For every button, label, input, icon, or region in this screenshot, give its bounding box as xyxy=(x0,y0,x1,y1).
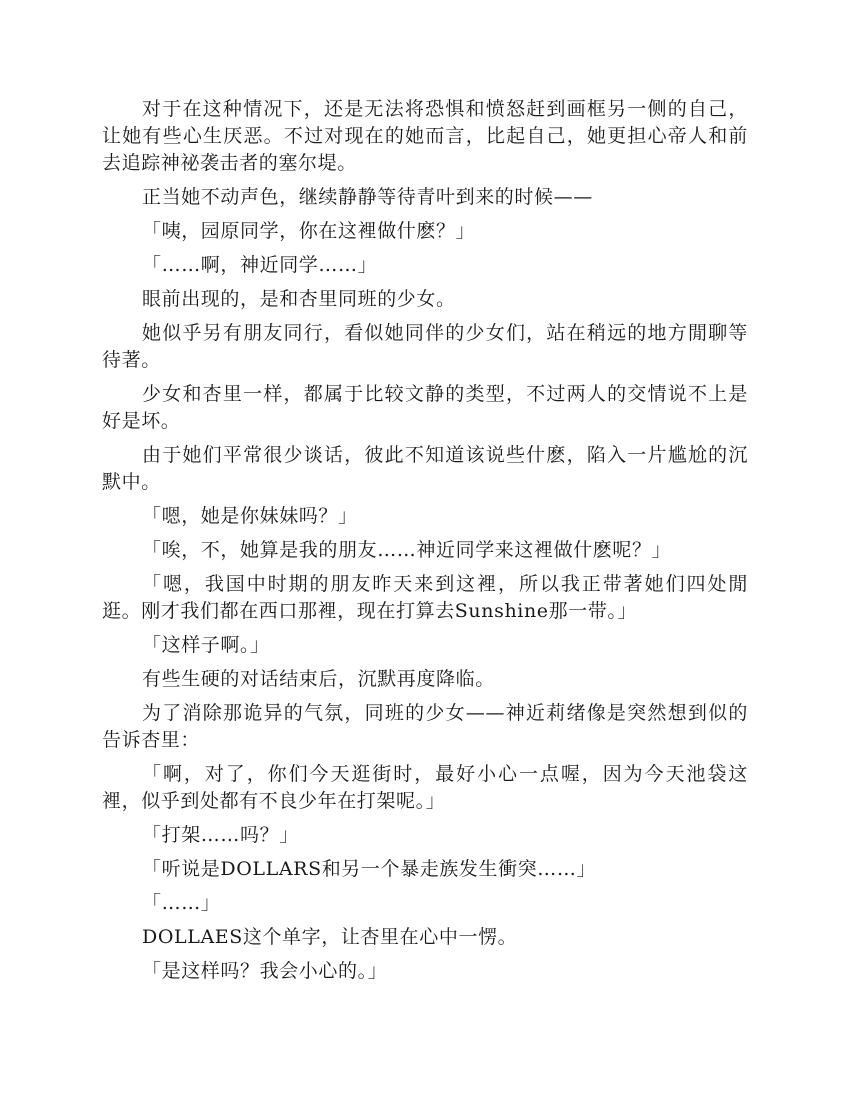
paragraph: 正当她不动声色，继续静静等待青叶到来的时候—— xyxy=(142,186,593,208)
paragraph: 她似乎另有朋友同行，看似她同伴的少女们，站在稍远的地方閒聊等待著。 xyxy=(102,322,748,371)
paragraph: 有些生硬的对话结束后，沉默再度降临。 xyxy=(142,668,495,690)
paragraph: 「……」 xyxy=(142,892,221,914)
paragraph: 「听说是DOLLARS和另一个暴走族发生衝突……」 xyxy=(142,858,597,880)
paragraph: 「……啊，神近同学……」 xyxy=(142,254,378,276)
paragraph: 「打架……吗？」 xyxy=(142,824,299,846)
body-text xyxy=(102,96,748,992)
paragraph: 为了消除那诡异的气氛，同班的少女——神近莉绪像是突然想到似的告诉杏里： xyxy=(102,702,748,751)
paragraph: 「是这样吗？我会小心的。」 xyxy=(142,960,388,982)
paragraph: 由于她们平常很少谈话，彼此不知道该说些什麽，陷入一片尴尬的沉默中。 xyxy=(102,444,748,493)
paragraph: 「这样子啊。」 xyxy=(142,634,270,656)
paragraph: 「啊，对了，你们今天逛街时，最好小心一点喔，因为今天池袋这裡，似乎到处都有不良少年在打架呢。」 xyxy=(102,763,748,812)
paragraph: 眼前出现的，是和杏里同班的少女。 xyxy=(142,288,456,310)
paragraph: 对于在这种情况下，还是无法将恐惧和愤怒赶到画框另一侧的自己，让她有些心生厌恶。不过对现在的她而言，比起自己，她更担心帝人和前去追踪神祕袭击者的塞尔堤。 xyxy=(102,98,748,174)
paragraph: 「唉，不，她算是我的朋友……神近同学来这裡做什麽呢？」 xyxy=(142,539,672,561)
paragraph: 「嗯，她是你妹妹吗？」 xyxy=(142,505,358,527)
paragraph: 「咦，园原同学，你在这裡做什麽？」 xyxy=(142,220,476,242)
paragraph: 少女和杏里一样，都属于比较文静的类型，不过两人的交情说不上是好是坏。 xyxy=(102,383,748,432)
paragraph: 「嗯，我国中时期的朋友昨天来到这裡，所以我正带著她们四处閒逛。刚才我们都在西口那裡，现在打算去Sunshine那一带。」 xyxy=(102,573,748,622)
paragraph: DOLLAES这个单字，让杏里在心中一愣。 xyxy=(142,926,518,948)
